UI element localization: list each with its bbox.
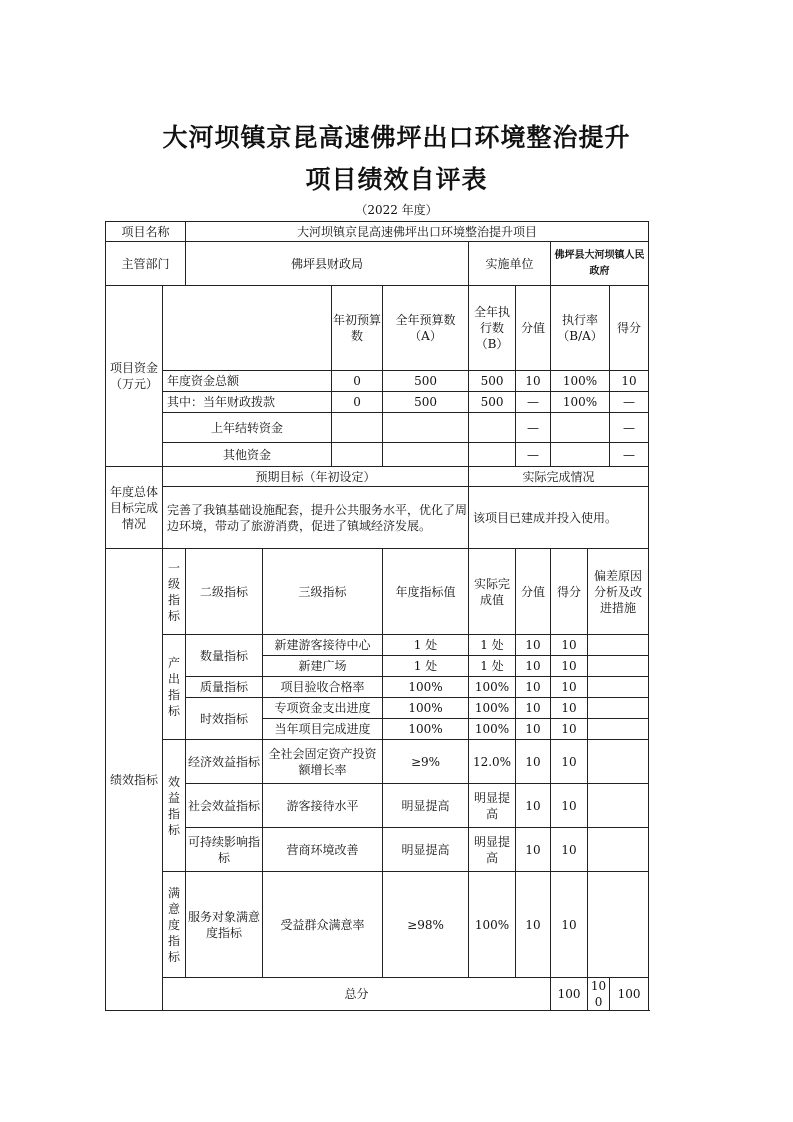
sub-quantity: 数量指标 [186, 635, 263, 677]
indicator-actual: 1 处 [469, 635, 516, 656]
funds-row-name: 上年结转资金 [163, 413, 332, 443]
indicator-target: 100% [383, 698, 469, 719]
funds-cell: 500 [383, 392, 469, 413]
funds-row-name: 其他资金 [163, 443, 332, 467]
total-got: 100 [588, 978, 610, 1011]
indicator-actual: 100% [469, 698, 516, 719]
indicator-target: 100% [383, 677, 469, 698]
funds-header: 年初预算数 [332, 286, 383, 371]
perf-header: 年度指标值 [383, 549, 469, 635]
funds-cell: 100% [551, 371, 610, 392]
funds-row [106, 443, 649, 467]
funds-cell: 10 [610, 371, 649, 392]
total-label: 总分 [163, 978, 551, 1011]
funds-cell [469, 413, 516, 443]
funds-cell: 100% [551, 392, 610, 413]
indicator-note [588, 719, 649, 740]
funds-row-name: 年度资金总额 [163, 371, 332, 392]
title-line-1: 大河坝镇京昆高速佛坪出口环境整治提升 [162, 123, 631, 152]
cat-output: 产出指标 [163, 635, 186, 740]
funds-cell: — [610, 392, 649, 413]
goals-label: 年度总体目标完成情况 [106, 467, 163, 549]
table-row [106, 784, 649, 828]
indicator-target: ≥9% [383, 740, 469, 784]
unit-label: 实施单位 [469, 242, 551, 286]
perf-label: 绩效指标 [106, 549, 163, 1011]
indicator-score: 10 [516, 740, 551, 784]
sub-service: 服务对象满意度指标 [186, 872, 263, 978]
indicator-actual: 明显提高 [469, 784, 516, 828]
project-name-value: 大河坝镇京昆高速佛坪出口环境整治提升项目 [186, 222, 649, 242]
table-row [106, 635, 649, 656]
perf-header: 实际完成值 [469, 549, 516, 635]
sub-sustain: 可持续影响指标 [186, 828, 263, 872]
indicator-score: 10 [516, 719, 551, 740]
funds-cell: 10 [516, 371, 551, 392]
total-extra: 100 [610, 978, 649, 1011]
indicator-score: 10 [516, 656, 551, 677]
funds-label: 项目资金（万元） [106, 286, 163, 467]
funds-cell [383, 413, 469, 443]
indicator-score: 10 [516, 677, 551, 698]
indicator-note [588, 635, 649, 656]
funds-cell: 0 [332, 392, 383, 413]
funds-header-blank [163, 286, 332, 371]
funds-header: 分值 [516, 286, 551, 371]
funds-cell [383, 443, 469, 467]
perf-header: 偏差原因分析及改进措施 [588, 549, 649, 635]
indicator-score: 10 [516, 828, 551, 872]
funds-header: 得分 [610, 286, 649, 371]
goals-planned-text: 完善了我镇基础设施配套，提升公共服务水平，优化了周边环境，带动了旅游消费，促进了镇域经济发展。 [163, 487, 469, 549]
indicator-note [588, 677, 649, 698]
indicator-name: 当年项目完成进度 [263, 719, 383, 740]
perf-header: 得分 [551, 549, 588, 635]
indicator-target: 1 处 [383, 656, 469, 677]
sub-social: 社会效益指标 [186, 784, 263, 828]
funds-cell [551, 413, 610, 443]
indicator-got: 10 [551, 635, 588, 656]
indicator-name: 新建广场 [263, 656, 383, 677]
dept-label: 主管部门 [106, 242, 186, 286]
funds-cell: — [610, 413, 649, 443]
year-label: （2022 年度） [355, 203, 438, 217]
indicator-score: 10 [516, 872, 551, 978]
indicator-name: 受益群众满意率 [263, 872, 383, 978]
indicator-note [588, 656, 649, 677]
funds-cell: 0 [332, 371, 383, 392]
indicator-score: 10 [516, 698, 551, 719]
indicator-score: 10 [516, 784, 551, 828]
funds-row [106, 413, 649, 443]
funds-cell [332, 443, 383, 467]
total-row [106, 978, 649, 1011]
sub-economic: 经济效益指标 [186, 740, 263, 784]
indicator-note [588, 828, 649, 872]
indicator-name: 项目验收合格率 [263, 677, 383, 698]
indicator-name: 营商环境改善 [263, 828, 383, 872]
goals-actual-text: 该项目已建成并投入使用。 [469, 487, 649, 549]
indicator-name: 新建游客接待中心 [263, 635, 383, 656]
perf-header: 分值 [516, 549, 551, 635]
indicator-name: 游客接待水平 [263, 784, 383, 828]
funds-row [106, 371, 649, 392]
cat-benefit: 效益指标 [163, 740, 186, 872]
indicator-got: 10 [551, 872, 588, 978]
funds-cell: — [516, 443, 551, 467]
perf-header: 一级指标 [163, 549, 186, 635]
indicator-actual: 100% [469, 872, 516, 978]
funds-cell: 500 [469, 392, 516, 413]
indicator-target: 1 处 [383, 635, 469, 656]
sub-time: 时效指标 [186, 698, 263, 740]
indicator-target: 明显提高 [383, 784, 469, 828]
indicator-target: ≥98% [383, 872, 469, 978]
unit-value: 佛坪县大河坝镇人民政府 [551, 242, 649, 286]
indicator-target: 明显提高 [383, 828, 469, 872]
funds-cell: 500 [469, 371, 516, 392]
indicator-actual: 100% [469, 677, 516, 698]
funds-cell: — [516, 392, 551, 413]
indicator-note [588, 698, 649, 719]
indicator-got: 10 [551, 719, 588, 740]
indicator-actual: 1 处 [469, 656, 516, 677]
indicator-name: 专项资金支出进度 [263, 698, 383, 719]
indicator-got: 10 [551, 828, 588, 872]
indicator-got: 10 [551, 698, 588, 719]
funds-row [106, 392, 649, 413]
funds-header: 全年预算数（A） [383, 286, 469, 371]
indicator-name: 全社会固定资产投资额增长率 [263, 740, 383, 784]
table-row [106, 872, 649, 978]
indicator-target: 100% [383, 719, 469, 740]
indicator-got: 10 [551, 784, 588, 828]
funds-row-name: 其中：当年财政拨款 [163, 392, 332, 413]
perf-header: 二级指标 [186, 549, 263, 635]
sub-quality: 质量指标 [186, 677, 263, 698]
indicator-note [588, 784, 649, 828]
funds-cell [469, 443, 516, 467]
goals-planned-header: 预期目标（年初设定） [163, 467, 469, 487]
indicator-actual: 12.0% [469, 740, 516, 784]
indicator-got: 10 [551, 677, 588, 698]
indicator-note [588, 740, 649, 784]
funds-cell [332, 413, 383, 443]
funds-header: 执行率（B/A） [551, 286, 610, 371]
funds-cell: — [516, 413, 551, 443]
self-evaluation-table [105, 221, 649, 1011]
table-row [106, 677, 649, 698]
indicator-note [588, 872, 649, 978]
goals-actual-header: 实际完成情况 [469, 467, 649, 487]
funds-cell [551, 443, 610, 467]
project-name-label: 项目名称 [106, 222, 186, 242]
table-row [106, 740, 649, 784]
cat-satisfaction: 满意度指标 [163, 872, 186, 978]
funds-header: 全年执行数（B） [469, 286, 516, 371]
indicator-got: 10 [551, 656, 588, 677]
table-row [106, 828, 649, 872]
total-score: 100 [551, 978, 588, 1011]
funds-cell: — [610, 443, 649, 467]
indicator-score: 10 [516, 635, 551, 656]
indicator-got: 10 [551, 740, 588, 784]
funds-cell: 500 [383, 371, 469, 392]
indicator-actual: 100% [469, 719, 516, 740]
table-row [106, 698, 649, 719]
title-line-2: 项目绩效自评表 [305, 165, 488, 194]
dept-value: 佛坪县财政局 [186, 242, 469, 286]
indicator-actual: 明显提高 [469, 828, 516, 872]
perf-header: 三级指标 [263, 549, 383, 635]
